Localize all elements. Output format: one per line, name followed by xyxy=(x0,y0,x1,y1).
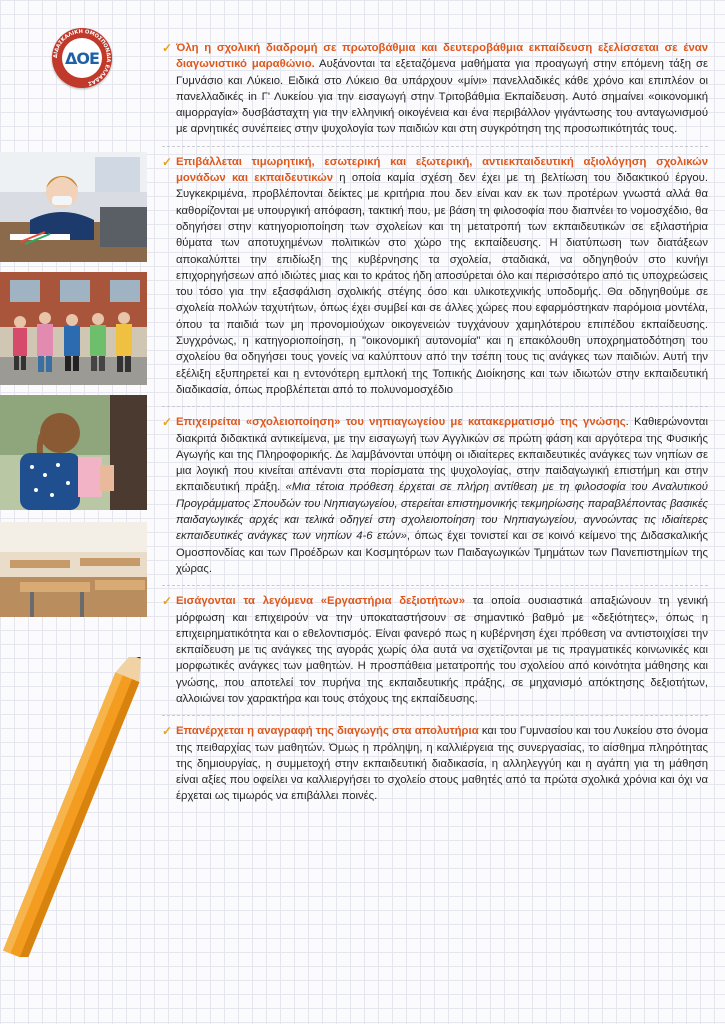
highlight-text: Επιβάλλεται τιμωρητική, εσωτερική και εξωτερική, αντιεκπαιδευτική αξιολόγηση σχολικών μονάδων και εκπαιδευτικών xyxy=(176,155,708,185)
section-evaluation xyxy=(162,154,708,398)
paragraph xyxy=(162,593,708,707)
divider xyxy=(162,406,708,407)
paragraph xyxy=(162,723,708,804)
classroom-desks-photo xyxy=(0,522,147,617)
girl-with-backpack-photo xyxy=(0,395,147,510)
divider xyxy=(162,715,708,716)
child-with-mask-photo xyxy=(0,152,147,262)
paragraph xyxy=(162,414,708,577)
checkmark-icon: ✓ xyxy=(162,594,173,609)
body-text: Αυξάνονται τα εξεταζόμενα μαθήματα για προαγωγή στην επόμενη τάξη σε Γυμνάσιο και Λύκειο. Ειδικά στο Λύκειο θα υπάρχουν «μίνι» πανελλαδικές κάθε χρόνο και επιπλέον οι πανελλαδικές in Γ' Λυκείου για την εισαγωγή στην Τριτοβάθμια Εκπαίδευση. Αυτό σημαίνει «οικονομική αιμορραγία» δυσβάσταχτη για την ελληνική οικογένεια και ένα περιβάλλον γιγάντωσης του ανταγωνισμού με αρνητικές συνέπειες στην ψυχολογία των παιδιών και στη συγκρότηση της προσωπικότητάς τους. xyxy=(176,58,708,136)
checkmark-icon: ✓ xyxy=(162,41,173,55)
logo-ring-text: ΔΙΔΑΣΚΑΛΙΚΗ ΟΜΟΣΠΟΝΔΙΑ ΕΛΛΑΔΑΣ xyxy=(52,28,112,87)
logo-center xyxy=(62,38,102,78)
body-text: και του Γυμνασίου και του Λυκείου στο όνομα της πειθαρχίας των μαθητών. Όμως η πρόληψη, η καλλιέργεια της συνεργασίας, το αίσθημα πληρότητας της δημιουργίας, η συμμετοχή στην εκπαιδευτική διαδικασία, η αλληλεγγύη και η αγάπη για τη μάθηση είναι αξίες που οφείλει να καλλιεργήσει το σχολείο στους μαθητές από τα πρώτα σχολικά χρόνια και όχι να έρχεται ως τιμωρός να επιβάλλει ποινές. xyxy=(176,725,708,803)
checkmark-icon: ✓ xyxy=(162,724,173,739)
checkmark-icon: ✓ xyxy=(162,154,173,169)
section-conduct xyxy=(162,723,708,804)
section-exams xyxy=(162,40,708,138)
highlight-text: Επανέρχεται η αναγραφή της διαγωγής στα απολυτήρια xyxy=(176,725,479,738)
highlight-text: Επιχειρείται «σχολειοποίηση» του νηπιαγωγείου με κατακερματισμό της γνώσης xyxy=(176,416,626,429)
union-logo xyxy=(52,28,112,88)
pencil-icon xyxy=(0,657,150,957)
students-with-backpacks-photo xyxy=(0,272,147,385)
body-text: η οποία καμία σχέση δεν έχει με τη βελτίωση του διδακτικού έργου. Συγκεκριμένα, προβλέπονται δείκτες με κριτήρια που δεν είναι καν εκ των προτέρων γνωστά αλλά θα καθορίζονται με υπουργική απόφαση, τακτική που, με βάση τη φιλοσοφία που διαπνέει το νομοσχέδιο, θα οδηγήσει στην κατηγοριοποίηση των σχολείων και τη μετατροπή των εκπαιδευτικών σε εξιλαστήρια θύματα των αποτυχημένων πολιτικών στο χώρο της εκπαίδευσης. Η διατύπωση των διατάξεων αποκαλύπτει την επιδίωξη της κυβέρνησης τα σχολεία, σταδιακά, να οδηγηθούν στο κυνήγι επιχορηγήσεων από ιδιώτες μιας και το κράτος ήδη αποσύρεται όλο και περισσότερο από τις υποχρεώσεις του τόσο για την εξασφάλιση σχολικής στέγης όσο και υλικοτεχνικής υποδομής. Θα οδηγηθούμε σε σχολεία πολλών ταχυτήτων, όπως έχει συμβεί και σε άλλες χώρες που εφαρμόστηκαν παρόμοια μοντέλα, όπου τα παιδιά των μη προνομιούχων οικογενειών τυγχάνουν χαμηλότερου επιπέδου εκπαίδευσης. Συγχρόνως, η κατηγοριοποίηση, η "οικονομική αυτονομία" και η επακόλουθη υποχρηματοδότηση του σχολείου θα οδηγήσει τους γονείς να καλύπτουν από την τσέπη τους τις ανάγκες των παιδιών. Αυτή την εξέλιξη εξυπηρετεί και η εντονότερη εμπλοκή της Τοπικής Διοίκησης και των ιδιωτών στην εκπαιδευτική διαδικασία, όπως προβλέπεται από το πολυνομοσχέδιο xyxy=(176,172,708,396)
quote-text: «Μια τέτοια πρόθεση έρχεται σε πλήρη αντίθεση με τη φιλοσοφία του Αναλυτικού Προγράμματος Σπουδών του Νηπιαγωγείου, στερείται επιστημονικής τεκμηρίωσης παραβλέποντας βασικές παιδαγωγικές αρχές και τελικά οδηγεί στη σχολειοποίηση του Νηπιαγωγείου, αγνοώντας τις ιδιαίτερες εκπαιδευτικές ανάγκες των νηπίων 4-6 ετών» xyxy=(176,481,708,543)
checkmark-icon: ✓ xyxy=(162,415,173,430)
highlight-text: Όλη η σχολική διαδρομή σε πρωτοβάθμια και δευτεροβάθμια εκπαίδευση εξελίσσεται σε έναν διαγωνιστικό μαραθώνιο. xyxy=(176,42,708,71)
section-kindergarten xyxy=(162,414,708,577)
divider xyxy=(162,146,708,147)
section-skills-workshops xyxy=(162,593,708,707)
body-text: τα οποία ουσιαστικά απαξιώνουν τη γενική μόρφωση και επιχειρούν να την υποκαταστήσουν σε σημαντικό βαθμό με «δεξιότητες», όπως η επιχειρηματικότητα και ο εθελοντισμός. Είναι φανερό πως η κυβέρνηση έχει πρόθεση να αντιστοιχίσει την εκπαίδευση με τις ανάγκες της αγοράς χωρίς όλα αυτά να σχετίζονται με τις πραγματικές κοινωνικές και μορφωτικές ανάγκες των μαθητών. Η προσπάθεια μετατροπής του σχολείου από κοινότητα μάθησης και γνώσης, που αποτελεί τον πυρήνα της εκπαιδευτικής πράξης, σε μηχανισμό απόκτησης δεξιοτήτων, αλλοιώνει τον χαρακτήρα και τους στόχους της εκπαίδευσης. xyxy=(176,595,708,705)
paragraph xyxy=(162,40,708,138)
article-body xyxy=(162,40,708,805)
highlight-text: Εισάγονται τα λεγόμενα «Εργαστήρια δεξιοτήτων» xyxy=(176,595,465,608)
divider xyxy=(162,585,708,586)
body-text: . Καθιερώνονται διακριτά διδακτικά αντικείμενα, με την εισαγωγή των Αγγλικών σε πρώτη φάση και αργότερα της Φυσικής Αγωγής και της Πληροφορικής. Δε λαμβάνονται υπόψη οι ιδιαίτερες εκπαιδευτικές ανάγκες των νηπίων σε μια λογική που κινείται απέναντι στα πορίσματα της ψυχολογίας, στην παιδαγωγική επιστήμη και στην εκπαιδευτική πράξη. xyxy=(176,416,708,494)
paragraph xyxy=(162,154,708,398)
logo-acronym: ΔΟΕ xyxy=(65,48,99,68)
tail-text: , όπως έχει τονιστεί και σε κοινό κείμενο της Διδασκαλικής Ομοσπονδίας και των Προέδρων και Κοσμητόρων των Παιδαγωγικών Τμημάτων των Πανεπιστημίων της χώρας. xyxy=(176,530,708,575)
